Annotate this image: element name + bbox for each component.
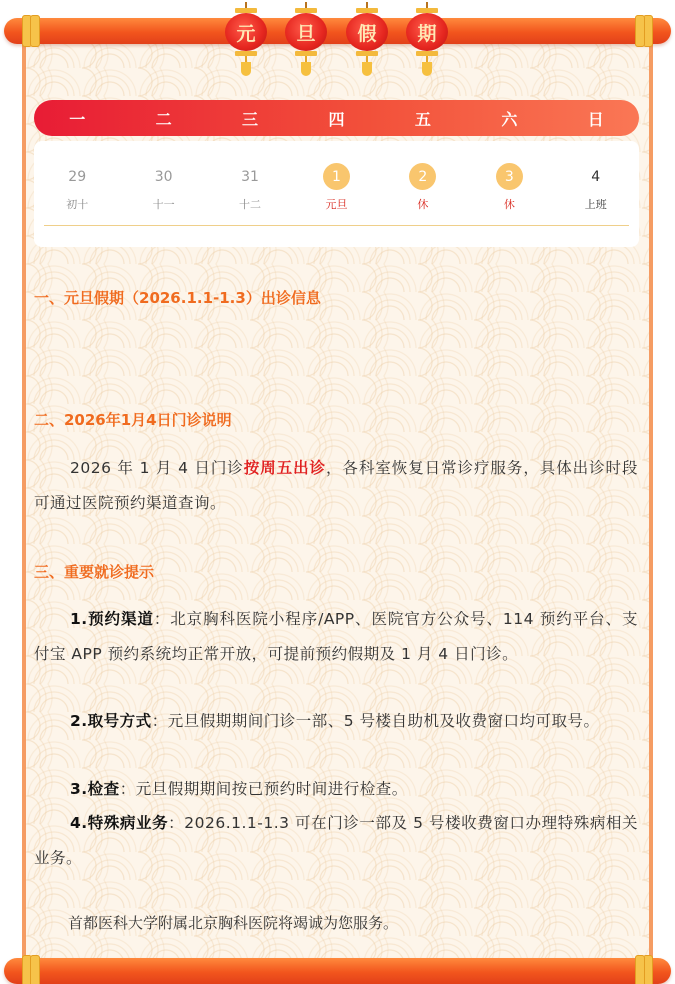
tip-label: 1.预约渠道 [70,610,154,628]
lantern-2 [284,2,328,76]
tip-label: 3.检查 [70,780,120,798]
calendar-day-workday [553,163,639,212]
section-3-title: 三、重要就诊提示 [34,563,155,581]
day-note: 休 [417,198,429,211]
weekday-label: 一 [69,109,86,129]
section-2-paragraph [34,451,638,520]
day-note: 十二 [239,198,262,211]
weekday-label: 日 [587,109,604,129]
day-note: 元旦 [325,198,348,211]
day-note: 休 [503,198,515,211]
tip-text: ：元旦假期期间门诊一部、5 号楼自助机及收费窗口均可取号。 [151,712,600,730]
day-number: 31 [241,168,259,185]
day-number: 4 [591,168,601,185]
tip-item [34,602,638,671]
calendar-day [207,163,293,212]
lantern-char: 假 [346,13,388,51]
day-number: 2 [409,163,436,190]
section-2-title: 二、2026年1月4日门诊说明 [34,411,232,429]
calendar-divider [44,225,629,226]
day-note: 上班 [584,198,607,211]
calendar-day [34,163,120,212]
s2-emphasis: 按周五出诊 [243,459,326,477]
footer-text: 首都医科大学附属北京胸科医院将竭诚为您服务。 [68,914,399,932]
weekday-label: 二 [155,109,172,129]
s2-text-a: 2026 年 1 月 4 日门诊 [70,459,244,477]
weekday-label: 六 [501,109,518,129]
tip-item [34,806,638,875]
weekday-label: 五 [414,109,431,129]
tip-text: ：北京胸科医院小程序/APP、医院官方公众号、114 预约平台、支付宝 APP 预约系统均正常开放，可提前预约假期及 1 月 4 日门诊。 [34,610,638,663]
scroll-top-rod [4,18,671,44]
weekday-bar [34,100,639,136]
calendar-day-holiday [380,163,466,212]
weekday-label: 四 [328,109,345,129]
calendar-card [34,141,639,247]
calendar-row [34,163,639,212]
tip-text: ：元旦假期期间按已预约时间进行检查。 [119,780,408,798]
lantern-char: 旦 [285,13,327,51]
day-note: 十一 [152,198,175,211]
lantern-3 [345,2,389,76]
section-1-title: 一、元旦假期（2026.1.1-1.3）出诊信息 [34,289,321,307]
lantern-char: 期 [406,13,448,51]
s2-text-b: ，各科室恢复日常诊疗服务，具体出诊时段可通过医院预约渠道查询。 [34,459,638,512]
tip-item [34,772,638,807]
day-note: 初十 [66,198,89,211]
lantern-1 [224,2,268,76]
weekday-label: 三 [242,109,259,129]
calendar-day-holiday [466,163,552,212]
day-number: 3 [496,163,523,190]
day-number: 1 [323,163,350,190]
calendar-day [120,163,206,212]
tip-label: 4.特殊病业务 [70,814,169,832]
tip-item [34,704,638,739]
tip-text: ：2026.1.1-1.3 可在门诊一部及 5 号楼收费窗口办理特殊病相关业务。 [34,814,638,867]
tip-label: 2.取号方式 [70,712,152,730]
scroll-bottom-rod [4,958,671,984]
lantern-4 [405,2,449,76]
lantern-char: 元 [225,13,267,51]
calendar-day-holiday [293,163,379,212]
day-number: 30 [154,168,173,185]
day-number: 29 [68,168,87,185]
